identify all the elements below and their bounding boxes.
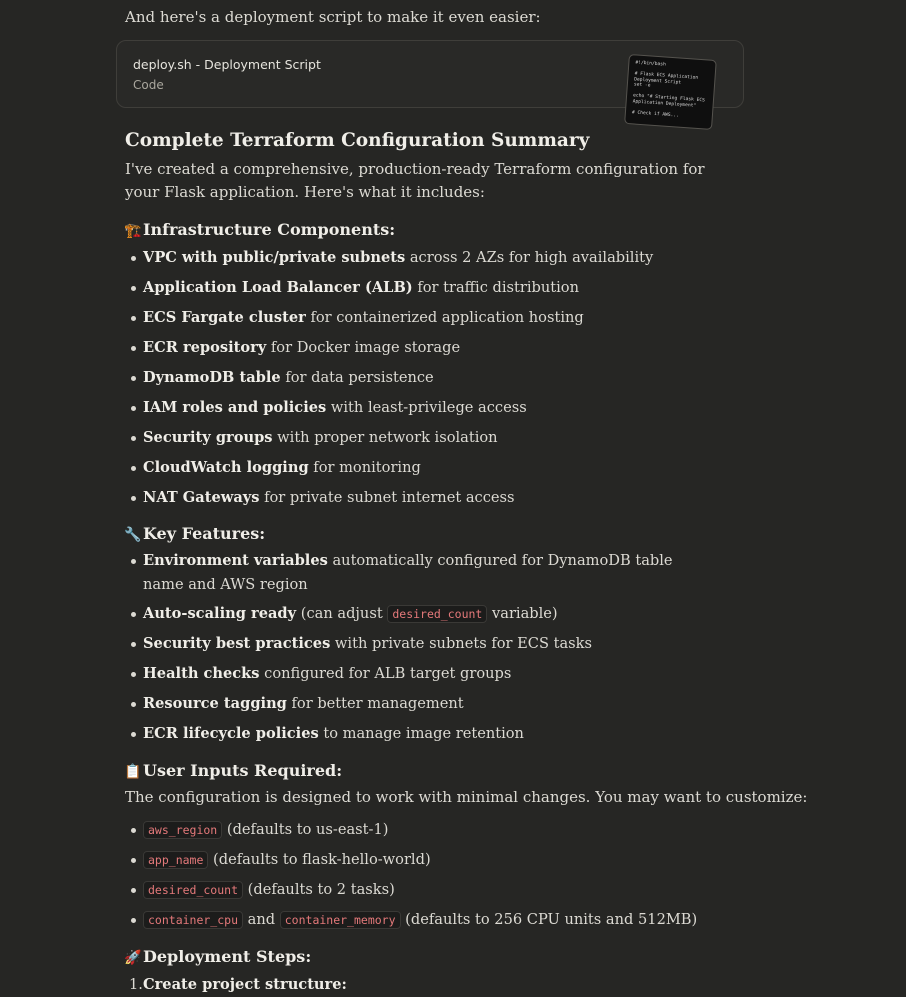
inputs-list <box>125 818 725 932</box>
inputs-heading <box>124 759 342 784</box>
list-item <box>125 818 725 842</box>
infrastructure-heading <box>124 218 395 243</box>
list-item <box>125 722 700 746</box>
list-item-text: with private subnets for ECS tasks <box>330 635 592 652</box>
list-item-bold: Resource tagging <box>143 695 287 712</box>
list-item-text: automatically configured for DynamoDB table name and AWS region <box>143 552 673 593</box>
list-item-text: for monitoring <box>308 459 421 476</box>
list-item <box>125 366 725 390</box>
deployment-heading <box>124 945 311 970</box>
list-item <box>125 456 725 480</box>
list-item-bold: Application Load Balancer (ALB) <box>143 279 413 296</box>
list-item-text: (defaults to us-east-1) <box>222 821 389 838</box>
list-item-bold: NAT Gateways <box>143 489 260 506</box>
summary-intro: I've created a comprehensive, production-ready Terraform configuration for your Flask application. Here's what it includes: <box>125 160 705 201</box>
list-item <box>125 908 725 932</box>
list-item-text: for Docker image storage <box>266 339 461 356</box>
list-item-text: with proper network isolation <box>272 429 498 446</box>
clipboard-icon: 📋 <box>124 764 142 780</box>
list-item-text: for better management <box>286 695 464 712</box>
list-item-bold: Auto-scaling ready <box>143 605 297 622</box>
list-item-text: for data persistence <box>280 369 434 386</box>
list-item <box>125 276 725 300</box>
list-item-bold: Health checks <box>143 665 260 682</box>
list-item-bold: ECR repository <box>143 339 267 356</box>
list-item-text: to manage image retention <box>318 725 524 742</box>
list-item-bold: Environment variables <box>143 552 328 569</box>
list-item-text: for private subnet internet access <box>259 489 515 506</box>
inline-code-container-cpu: container_cpu <box>143 911 243 929</box>
list-item-text: with least-privilege access <box>326 399 527 416</box>
list-item-text: configured for ALB target groups <box>259 665 512 682</box>
inputs-heading-text: User Inputs Required: <box>143 761 343 780</box>
list-item-bold: ECR lifecycle policies <box>143 725 319 742</box>
list-item-text: (defaults to 2 tasks) <box>243 881 395 898</box>
inline-code-desired-count: desired_count <box>143 881 243 899</box>
list-item <box>125 246 725 270</box>
list-item <box>125 602 700 626</box>
wrench-icon: 🔧 <box>124 527 142 543</box>
list-item-text: for containerized application hosting <box>305 309 584 326</box>
list-item-bold: ECS Fargate cluster <box>143 309 306 326</box>
features-list <box>125 549 700 746</box>
list-item <box>125 336 725 360</box>
inline-code-desired-count: desired_count <box>387 605 487 623</box>
list-item <box>125 973 725 997</box>
list-item-bold: VPC with public/private subnets <box>143 249 406 266</box>
list-item-text: (can adjust <box>296 605 388 622</box>
list-item-bold: Security best practices <box>143 635 331 652</box>
step-number: 1. <box>129 976 143 993</box>
intro-text: And here's a deployment script to make it even easier: <box>125 8 541 26</box>
infrastructure-heading-text: Infrastructure Components: <box>143 220 396 239</box>
inline-code-container-memory: container_memory <box>280 911 401 929</box>
list-item-text: across 2 AZs for high availability <box>405 249 654 266</box>
list-item <box>125 549 700 597</box>
list-item <box>125 632 700 656</box>
artifact-title: deploy.sh - Deployment Script <box>133 57 321 72</box>
list-item <box>125 426 725 450</box>
list-item-text: (defaults to 256 CPU units and 512MB) <box>400 911 698 928</box>
list-item-bold: IAM roles and policies <box>143 399 327 416</box>
list-item <box>125 486 725 510</box>
infrastructure-list <box>125 246 725 510</box>
list-item <box>125 396 725 420</box>
list-item-bold: Create project structure: <box>143 976 347 993</box>
list-item-text: for traffic distribution <box>412 279 579 296</box>
inline-code-aws-region: aws_region <box>143 821 222 839</box>
inputs-intro: The configuration is designed to work with minimal changes. You may want to customize: <box>125 788 808 806</box>
artifact-type: Code <box>133 78 164 92</box>
summary-heading: Complete Terraform Configuration Summary <box>125 130 590 151</box>
list-item <box>125 306 725 330</box>
deployment-heading-text: Deployment Steps: <box>143 947 312 966</box>
list-item-bold: DynamoDB table <box>143 369 281 386</box>
list-item-text: variable) <box>487 605 558 622</box>
list-item <box>125 662 700 686</box>
construction-icon: 🏗️ <box>124 223 142 239</box>
inline-code-app-name: app_name <box>143 851 208 869</box>
rocket-icon: 🚀 <box>124 950 142 966</box>
deployment-steps-list <box>125 973 725 997</box>
list-item-bold: CloudWatch logging <box>143 459 309 476</box>
list-item-bold: Security groups <box>143 429 273 446</box>
list-item <box>125 692 700 716</box>
list-item-text: (defaults to flask-hello-world) <box>208 851 431 868</box>
list-item-text: and <box>243 911 280 928</box>
list-item <box>125 848 725 872</box>
features-heading-text: Key Features: <box>143 524 266 543</box>
artifact-card-deploy-script[interactable] <box>116 40 744 119</box>
list-item <box>125 878 725 902</box>
artifact-code-thumbnail: #!/bin/bash # Flask ECS Application Deployment Script set -e echo "# Starting Flask ECS Application Deployment" # Check if AWS... <box>624 54 717 130</box>
features-heading <box>124 522 265 547</box>
